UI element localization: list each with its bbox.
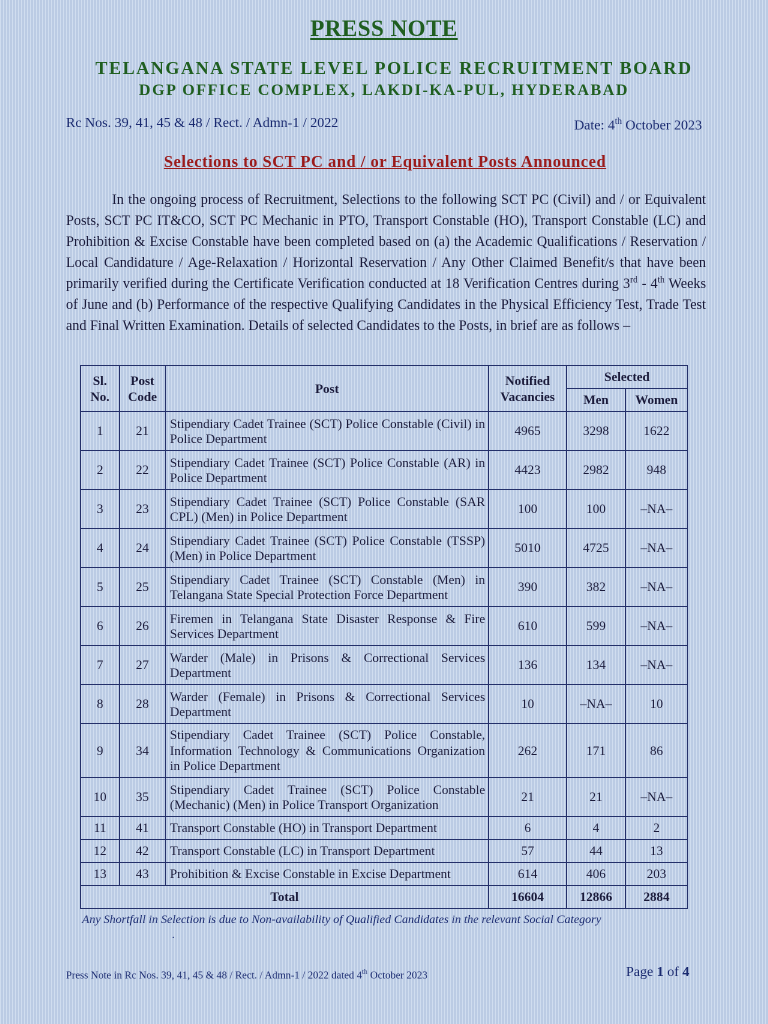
cell-vacancies: 136 [489,646,567,685]
cell-post: Transport Constable (HO) in Transport Department [165,817,488,840]
cell-post-code: 21 [119,412,165,451]
cell-sl-no: 9 [81,724,120,778]
table-row [81,817,688,840]
footer-suffix: October 2023 [367,970,428,982]
header-men: Men [567,389,626,412]
cell-women: 948 [626,451,688,490]
table-row [81,568,688,607]
table-row [81,778,688,817]
table-row [81,451,688,490]
page-of: of [663,965,683,980]
total-vacancies: 16604 [489,886,567,909]
selection-table [80,365,688,909]
cell-vacancies: 21 [489,778,567,817]
cell-post: Stipendiary Cadet Trainee (SCT) Police Constable (Mechanic) (Men) in Police Transport Organization [165,778,488,817]
cell-post: Stipendiary Cadet Trainee (SCT) Police Constable, Information Technology & Communications Organization in Police Department [165,724,488,778]
cell-vacancies: 4965 [489,412,567,451]
cell-vacancies: 5010 [489,529,567,568]
cell-post: Prohibition & Excise Constable in Excise Department [165,863,488,886]
cell-post-code: 28 [119,685,165,724]
paragraph-sup-2: th [657,274,665,285]
header-post-code: Post Code [119,366,165,412]
cell-post-code: 25 [119,568,165,607]
page-total: 4 [682,965,690,980]
reference-line [66,116,702,135]
cell-women: –NA– [626,646,688,685]
cell-sl-no: 2 [81,451,120,490]
cell-vacancies: 610 [489,607,567,646]
cell-women: –NA– [626,529,688,568]
total-men: 12866 [567,886,626,909]
cell-post-code: 24 [119,529,165,568]
cell-sl-no: 8 [81,685,120,724]
cell-sl-no: 12 [81,840,120,863]
footer-reference [66,968,428,982]
cell-post: Warder (Male) in Prisons & Correctional Services Department [165,646,488,685]
page-number [626,965,689,981]
cell-post-code: 27 [119,646,165,685]
cell-vacancies: 10 [489,685,567,724]
date-suffix: October 2023 [621,118,702,134]
organization-address: DGP OFFICE COMPLEX, LAKDI-KA-PUL, HYDERABAD [138,82,630,99]
date-prefix: Date: 4 [574,118,615,134]
cell-post: Firemen in Telangana State Disaster Response & Fire Services Department [165,607,488,646]
cell-sl-no: 7 [81,646,120,685]
cell-men: 44 [567,840,626,863]
cell-sl-no: 11 [81,817,120,840]
cell-women: –NA– [626,607,688,646]
cell-men: 4 [567,817,626,840]
cell-post: Stipendiary Cadet Trainee (SCT) Police Constable (SAR CPL) (Men) in Police Department [165,490,488,529]
cell-women: 203 [626,863,688,886]
cell-post-code: 42 [119,840,165,863]
cell-men: 3298 [567,412,626,451]
cell-men: 134 [567,646,626,685]
cell-sl-no: 1 [81,412,120,451]
cell-post-code: 26 [119,607,165,646]
cell-post: Transport Constable (LC) in Transport Department [165,840,488,863]
date-superscript: th [614,116,622,126]
cell-post-code: 35 [119,778,165,817]
cell-women: 13 [626,840,688,863]
cell-post: Warder (Female) in Prisons & Correctional Services Department [165,685,488,724]
header-women: Women [626,389,688,412]
cell-men: 100 [567,490,626,529]
table-row [81,646,688,685]
footer-superscript: th [362,968,368,976]
organization-name: TELANGANA STATE LEVEL POLICE RECRUITMENT BOARD [95,58,693,78]
cell-men: 171 [567,724,626,778]
cell-vacancies: 57 [489,840,567,863]
cell-sl-no: 4 [81,529,120,568]
cell-women: –NA– [626,568,688,607]
cell-women: 2 [626,817,688,840]
cell-women: –NA– [626,778,688,817]
table-row [81,840,688,863]
total-row [81,886,688,909]
cell-women: 86 [626,724,688,778]
cell-post-code: 43 [119,863,165,886]
page-current: 1 [656,965,664,980]
cell-women: 10 [626,685,688,724]
cell-men: 382 [567,568,626,607]
cell-vacancies: 4423 [489,451,567,490]
footnote-dot: . [172,930,175,941]
cell-vacancies: 100 [489,490,567,529]
table-row [81,490,688,529]
cell-post-code: 34 [119,724,165,778]
table-row [81,685,688,724]
total-label: Total [81,886,489,909]
header-selected: Selected [567,366,688,389]
header-post: Post [165,366,488,412]
cell-men: 599 [567,607,626,646]
cell-post: Stipendiary Cadet Trainee (SCT) Police Constable (Civil) in Police Department [165,412,488,451]
cell-men: 4725 [567,529,626,568]
cell-men: –NA– [567,685,626,724]
cell-sl-no: 13 [81,863,120,886]
cell-post: Stipendiary Cadet Trainee (SCT) Constable (Men) in Telangana State Special Protection Force Department [165,568,488,607]
paragraph-text-2: - 4 [637,276,658,292]
footer-prefix: Press Note in Rc Nos. 39, 41, 45 & 48 / Rect. / Admn-1 / 2022 dated 4 [66,970,363,982]
paragraph-text-3: Weeks of June and (b) Performance of the respective Qualifying Candidates in the Physical Efficiency Test, Trade Test and Final Written Examination. Details of selected Candidates to the Posts, in brief are as follows – [66,276,706,334]
reference-number: Rc Nos. 39, 41, 45 & 48 / Rect. / Admn-1 / 2022 [66,116,339,131]
cell-vacancies: 262 [489,724,567,778]
cell-men: 406 [567,863,626,886]
page-word: Page [626,965,657,980]
header-notified-vacancies: Notified Vacancies [489,366,567,412]
cell-post: Stipendiary Cadet Trainee (SCT) Police Constable (AR) in Police Department [165,451,488,490]
cell-sl-no: 10 [81,778,120,817]
body-paragraph [66,190,706,337]
paragraph-text-1: In the ongoing process of Recruitment, Selections to the following SCT PC (Civil) and / or Equivalent Posts, SCT PC IT&CO, SCT PC Mechanic in PTO, Transport Constable (HO), Transport Constable (LC) and Prohibition & Excise Constable have been completed based on (a) the Academic Qualifications / Reservation / Local Candidature / Age-Relaxation / Horizontal Reservation / Any Other Claimed Benefit/s that have been primarily verified during the Certificate Verification conducted at 18 Verification Centres during 3 [66,192,706,292]
cell-sl-no: 5 [81,568,120,607]
section-heading: Selections to SCT PC and / or Equivalent Posts Announced [163,152,607,171]
press-note-date [574,116,702,135]
cell-men: 21 [567,778,626,817]
cell-post-code: 23 [119,490,165,529]
cell-sl-no: 6 [81,607,120,646]
cell-women: 1622 [626,412,688,451]
cell-sl-no: 3 [81,490,120,529]
cell-vacancies: 6 [489,817,567,840]
cell-post-code: 22 [119,451,165,490]
table-row [81,529,688,568]
cell-post-code: 41 [119,817,165,840]
cell-vacancies: 614 [489,863,567,886]
total-women: 2884 [626,886,688,909]
page-title: PRESS NOTE [310,16,458,41]
cell-post: Stipendiary Cadet Trainee (SCT) Police Constable (TSSP) (Men) in Police Department [165,529,488,568]
cell-men: 2982 [567,451,626,490]
footnote: Any Shortfall in Selection is due to Non-availability of Qualified Candidates in the relevant Social Category [82,912,602,926]
cell-vacancies: 390 [489,568,567,607]
table-row [81,607,688,646]
cell-women: –NA– [626,490,688,529]
header-sl-no: Sl. No. [81,366,120,412]
table-row [81,724,688,778]
paragraph-sup-1: rd [630,274,638,285]
table-row [81,412,688,451]
table-row [81,863,688,886]
